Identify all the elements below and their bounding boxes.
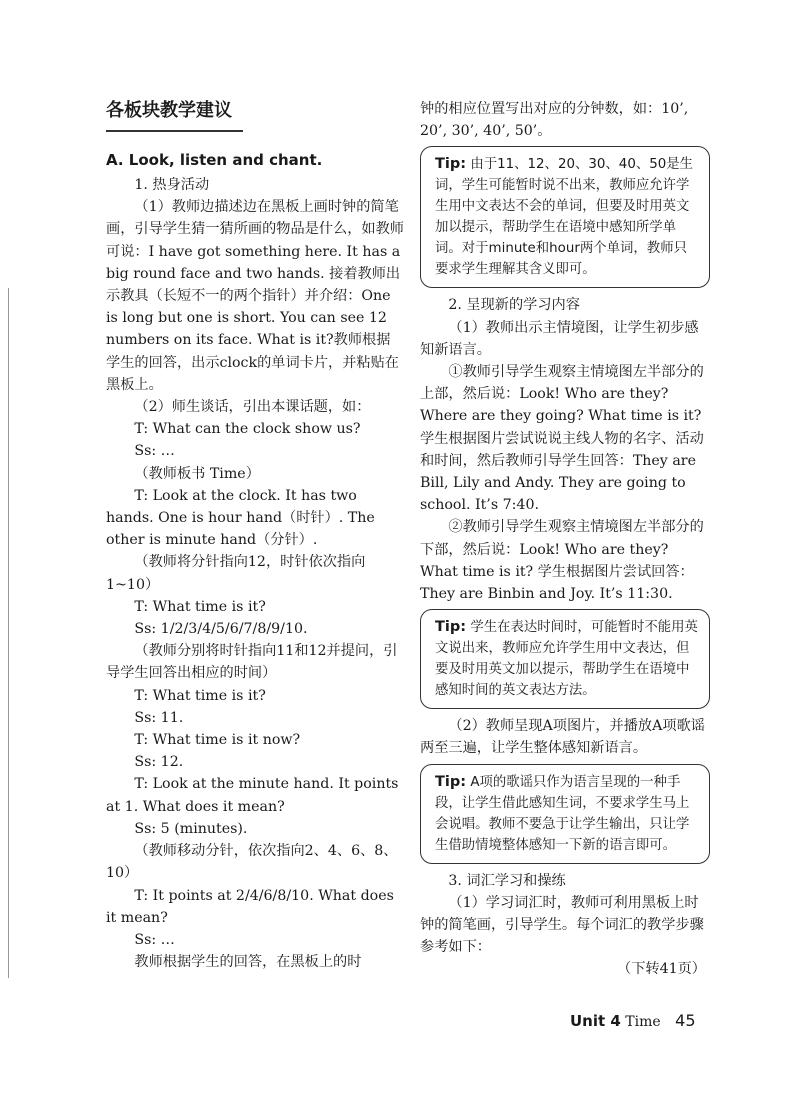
paragraph: （2）教师呈现A项图片，并播放A项歌谣两至三遍，让学生整体感知新语言。 (420, 718, 705, 757)
right-column (420, 98, 710, 981)
step-3-heading: 3. 词汇学习和操练 (448, 872, 566, 889)
page-number: 45 (675, 1011, 696, 1030)
continuation-note: （下转41页） (617, 961, 706, 978)
paragraph: ②教师引导学生观察主情境图左半部分的下部，然后说：Look! Who are they? What time is it? 学生根据图片尝试回答：They are Binbin and Joy. It’s 11:30. (420, 519, 704, 603)
dialogue-line: Ss: 1/2/3/4/5/6/7/8/9/10. (134, 621, 308, 638)
dialogue-line: T: What time is it now? (134, 732, 301, 749)
dialogue-line: T: It points at 2/4/6/8/10. What does it mean? (106, 887, 394, 926)
dialogue-line: （教师分别将时针指向11和12并提问，引导学生回答出相应的时间） (106, 643, 398, 682)
paragraph: （1）学习词汇时，教师可利用黑板上时钟的简笔画，引导学生。每个词汇的教学步骤参考如下： (420, 894, 704, 956)
margin-bar (0, 288, 9, 978)
paragraph-continuation: 钟的相应位置写出对应的分钟数，如：10’, 20’, 30’, 40’, 50’。 (420, 101, 689, 140)
tip-text: 学生在表达时间时，可能暂时不能用英文说出来，教师应允许学生用中文表达，但要及时用英文加以提示，帮助学生在语境中感知时间的英文表达方法。 (435, 620, 698, 699)
page-footer (570, 1011, 696, 1030)
tip-box (420, 609, 710, 709)
tip-text: A项的歌谣只作为语言呈现的一种手段，让学生借此感知生词，不要求学生马上会说唱。教师不要急于让学生输出，只让学生借助情境整体感知一下新的语言即可。 (435, 774, 690, 853)
section-heading (106, 96, 243, 132)
dialogue-line: （教师移动分针，依次指向2、4、6、8、10） (106, 843, 398, 882)
dialogue-line: T: Look at the clock. It has two hands. One is hour hand（时针）. The other is minute hand（分针）. (106, 487, 375, 549)
tip-label: Tip: (435, 156, 467, 173)
tip-text: 由于11、12、20、30、40、50是生词，学生可能暂时说不出来，教师应允许学生用中文表达不会的单词，但要及时用英文加以提示，帮助学生在语境中感知所学单词。对于minute和hour两个单词，教师只要求学生理解其含义即可。 (435, 157, 694, 278)
footer-topic: Time (625, 1014, 661, 1030)
dialogue-line: T: What time is it? (134, 598, 266, 615)
step-2-heading: 2. 呈现新的学习内容 (448, 297, 580, 314)
paragraph: 教师根据学生的回答，在黑板上的时 (134, 954, 362, 971)
part-a-heading: A. Look, listen and chant. (106, 151, 323, 169)
dialogue-line: T: What can the clock show us? (134, 421, 361, 438)
dialogue-line: Ss: 11. (134, 709, 184, 726)
dialogue-line: Ss: 5 (minutes). (134, 820, 248, 837)
paragraph: （2）师生谈话，引出本课话题，如： (134, 399, 371, 416)
footer-unit: Unit 4 (570, 1012, 621, 1030)
dialogue-line: T: Look at the minute hand. It points at 1. What does it mean? (106, 776, 399, 815)
tip-label: Tip: (435, 773, 467, 790)
left-column (106, 174, 404, 973)
dialogue-line: T: What time is it? (134, 687, 266, 704)
section-title: 各板块教学建议 (106, 100, 232, 121)
paragraph: ①教师引导学生观察主情境图左半部分的上部，然后说：Look! Who are they? Where are they going? What time is it? 学生根据图片尝试说说主线人物的名字、活动和时间，然后教师引导学生回答：They are Bill, Lily and Andy. They are going to school. It’s 7:40. (420, 364, 704, 514)
dialogue-line: （教师将分针指向12，时针依次指向1~10） (106, 554, 366, 593)
step-1-heading: 1. 热身活动 (134, 177, 210, 193)
tip-box (420, 764, 710, 864)
dialogue-line: Ss: … (134, 443, 175, 460)
dialogue-line: （教师板书 Time） (134, 465, 260, 482)
paragraph: （1）教师边描述边在黑板上画时钟的简笔画，引导学生猜一猜所画的物品是什么，如教师可说：I have got something here. It has a big round face and two hands. 接着教师出示教具（长短不一的两个指针）并介绍：One is long but one is short. You can see 12 numbers on its face. What is it?教师根据学生的回答，出示clock的单词卡片，并粘贴在黑板上。 (106, 199, 404, 393)
paragraph: （1）教师出示主情境图，让学生初步感知新语言。 (420, 319, 699, 358)
tip-box (420, 146, 710, 288)
dialogue-line: Ss: 12. (134, 754, 184, 771)
dialogue-line: Ss: … (134, 931, 175, 948)
tip-label: Tip: (435, 619, 467, 636)
